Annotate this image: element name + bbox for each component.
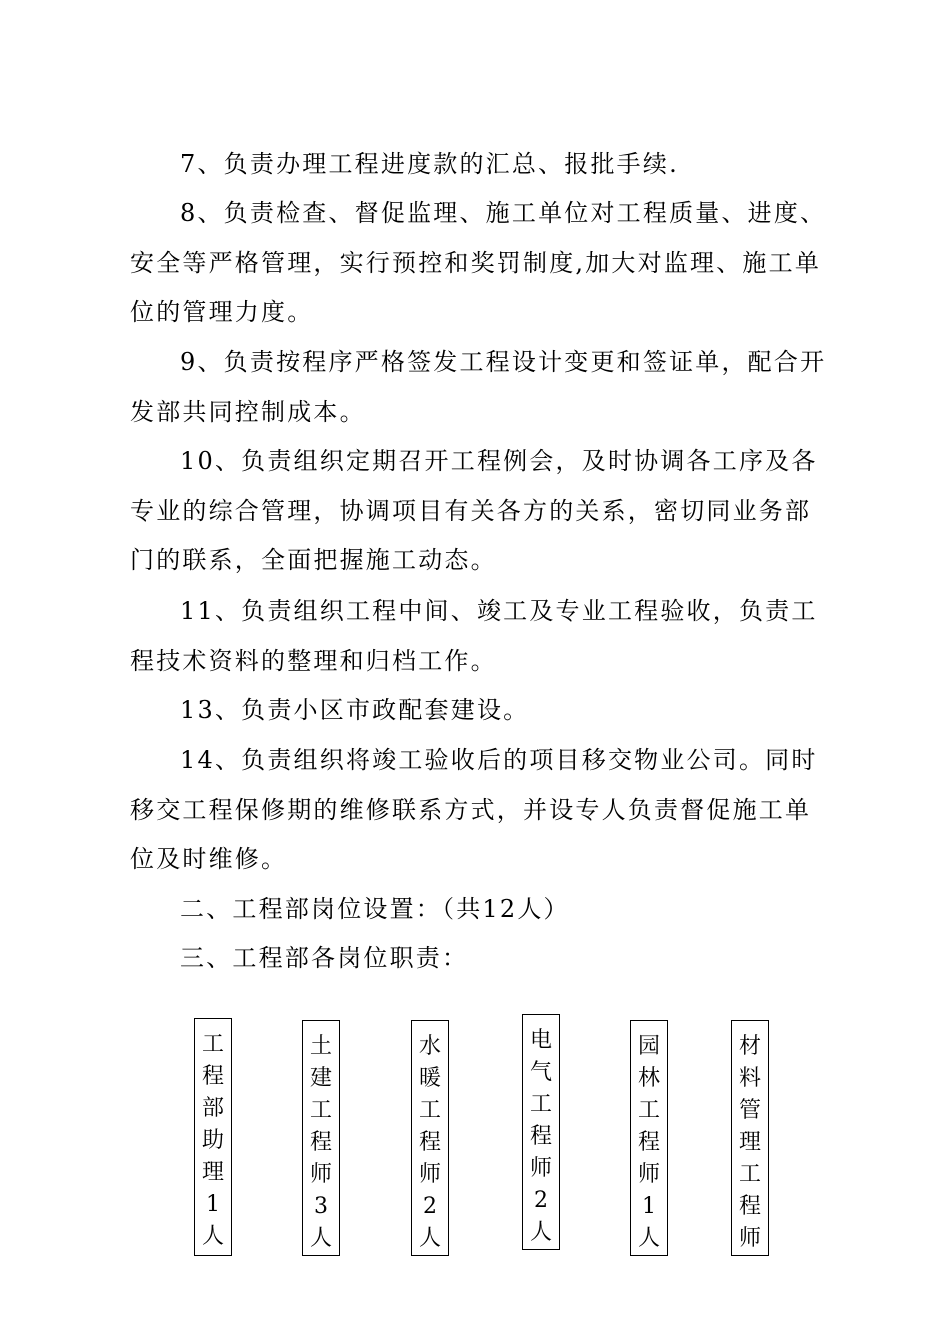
position-char: 助: [201, 1128, 224, 1153]
position-char: 师: [418, 1162, 441, 1187]
position-char: 气: [529, 1060, 552, 1085]
paragraph-item-8: 8、负责检查、督促监理、施工单位对工程质量、进度、安全等严格管理，实行预控和奖罚制度,加大对监理、施工单位的管理力度。: [130, 199, 827, 326]
position-char: 师: [738, 1226, 761, 1251]
position-char: 电: [529, 1028, 552, 1053]
position-char: 水: [418, 1034, 441, 1059]
position-char: 人: [529, 1220, 552, 1245]
position-char: 1: [206, 1192, 220, 1217]
position-char: 师: [637, 1162, 660, 1187]
position-char: 工: [637, 1098, 660, 1123]
position-char: 人: [309, 1226, 332, 1251]
position-char: 园: [637, 1034, 660, 1059]
position-char: 1: [642, 1194, 656, 1219]
position-char: 暖: [418, 1066, 441, 1091]
position-char: 人: [418, 1226, 441, 1251]
position-char: 工: [418, 1098, 441, 1123]
position-char: 理: [738, 1130, 761, 1155]
position-char: 师: [309, 1162, 332, 1187]
position-char: 建: [309, 1066, 332, 1091]
position-char: 工: [309, 1098, 332, 1123]
position-char: 料: [738, 1066, 761, 1091]
position-char: 管: [738, 1098, 761, 1123]
paragraph-item-7: 7、负责办理工程进度款的汇总、报批手续.: [180, 150, 679, 178]
position-char: 程: [637, 1130, 660, 1155]
position-box-landscape-engineer: [630, 1020, 668, 1256]
position-box-hvac-engineer: [411, 1020, 449, 1256]
position-char: 工: [201, 1032, 224, 1057]
position-char: 理: [201, 1160, 224, 1185]
position-box-civil-engineer: [302, 1020, 340, 1256]
paragraph-item-10: 10、负责组织定期召开工程例会，及时协调各工序及各专业的综合管理，协调项目有关各方的关系，密切同业务部门的联系，全面把握施工动态。: [130, 447, 818, 574]
section-heading-positions: 二、工程部岗位设置：（共12人）: [180, 895, 570, 923]
section-heading-responsibilities: 三、工程部各岗位职责：: [180, 944, 469, 972]
position-char: 人: [637, 1226, 660, 1251]
position-char: 程: [418, 1130, 441, 1155]
paragraph-item-9: 9、负责按程序严格签发工程设计变更和签证单，配合开发部共同控制成本。: [130, 348, 827, 426]
position-char: 程: [738, 1194, 761, 1219]
position-char: 2: [423, 1194, 437, 1219]
paragraph-item-14: 14、负责组织将竣工验收后的项目移交物业公司。同时移交工程保修期的维修联系方式，并设专人负责督促施工单位及时维修。: [130, 746, 818, 873]
position-char: 工: [738, 1162, 761, 1187]
position-char: 人: [201, 1224, 224, 1249]
position-char: 材: [738, 1034, 761, 1059]
position-box-materials-engineer: [731, 1020, 769, 1256]
position-char: 部: [201, 1096, 224, 1121]
position-char: 师: [529, 1156, 552, 1181]
position-char: 程: [309, 1130, 332, 1155]
position-char: 林: [637, 1066, 660, 1091]
position-char: 工: [529, 1092, 552, 1117]
position-box-electrical-engineer: [522, 1014, 560, 1250]
position-char: 土: [309, 1034, 332, 1059]
position-char: 程: [201, 1064, 224, 1089]
paragraph-item-13: 13、负责小区市政配套建设。: [180, 696, 530, 724]
position-box-assistant: [194, 1018, 232, 1256]
position-char: 程: [529, 1124, 552, 1149]
paragraph-item-11: 11、负责组织工程中间、竣工及专业工程验收，负责工程技术资料的整理和归档工作。: [130, 597, 818, 675]
position-char: 2: [534, 1188, 548, 1213]
position-char: 3: [314, 1194, 328, 1219]
